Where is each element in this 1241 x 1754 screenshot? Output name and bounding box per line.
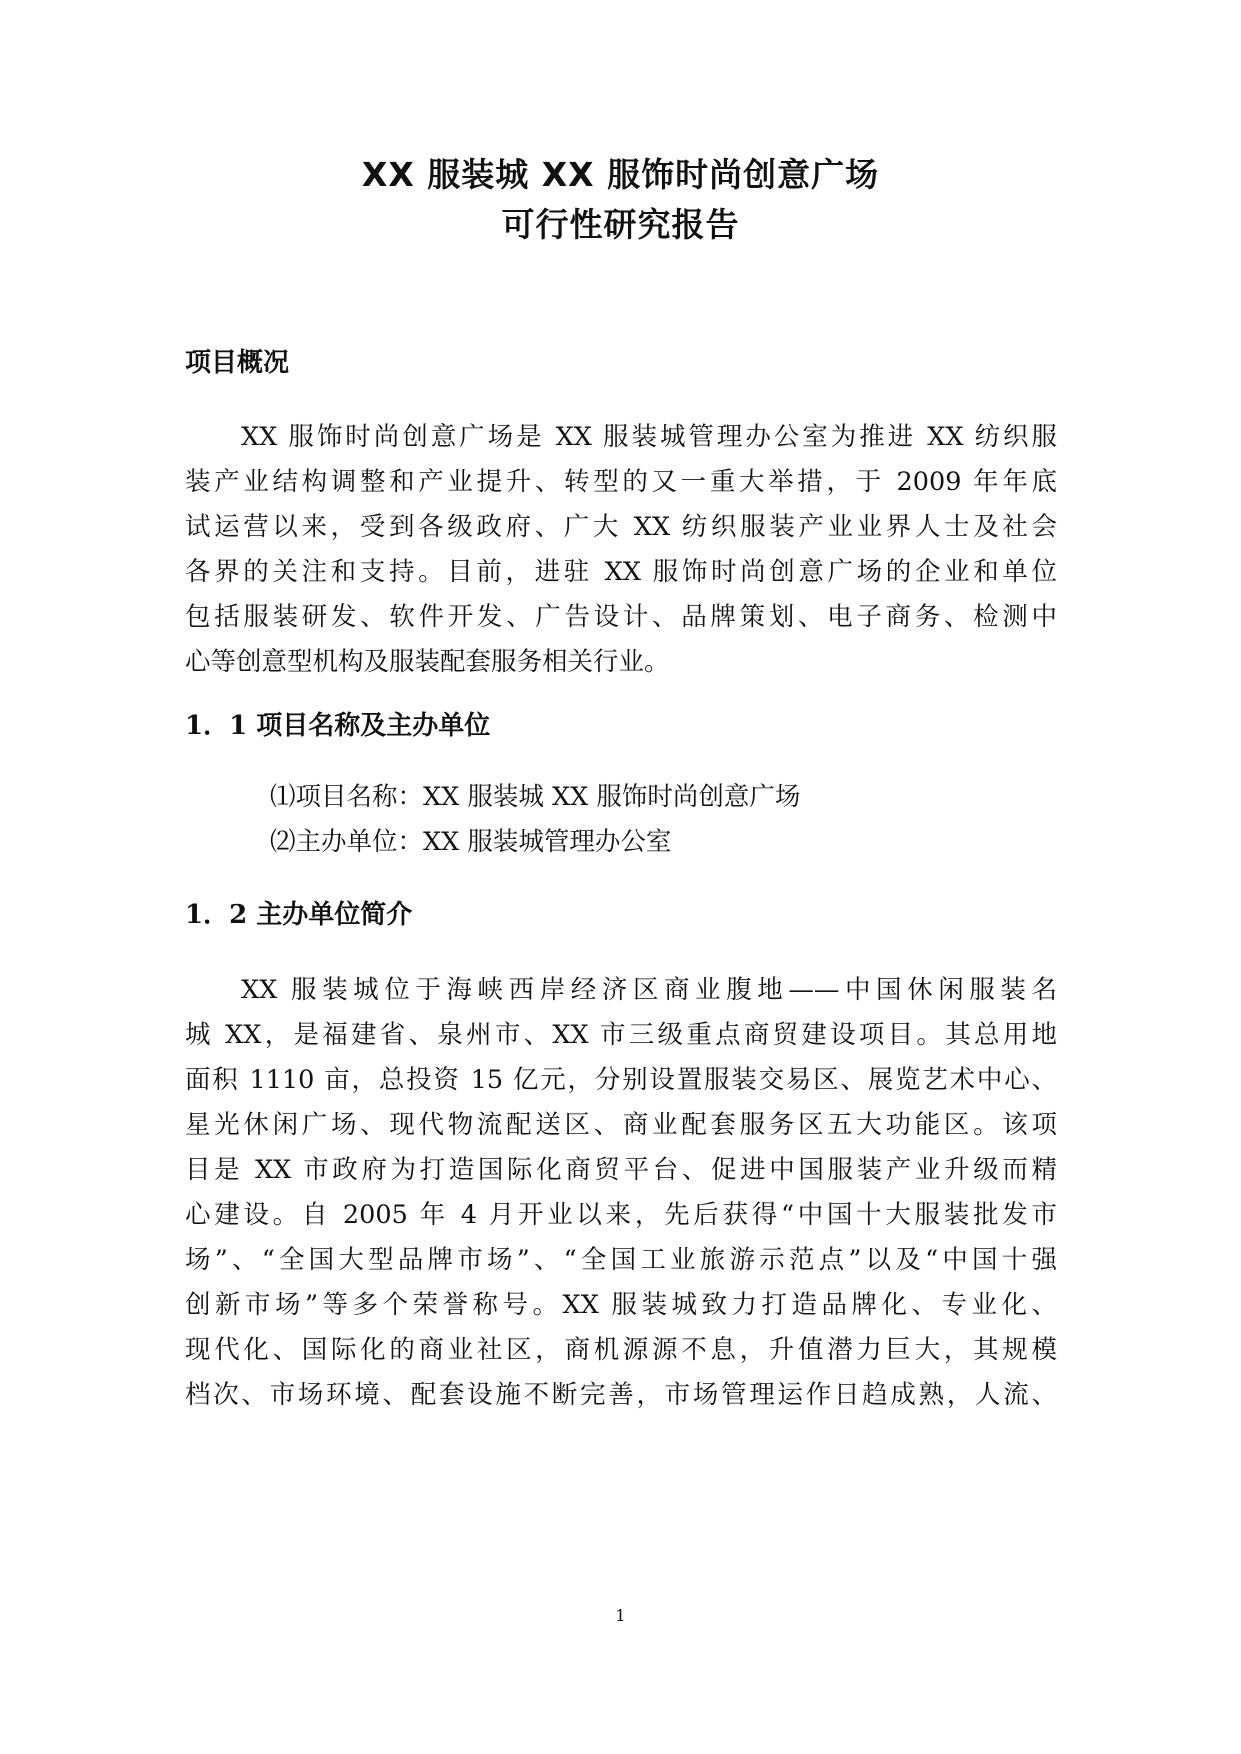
section-title: 项目名称及主办单位: [256, 711, 491, 741]
paragraph-line: 档次、市场环境、配套设施不断完善，市场管理运作日趋成熟，人流、: [185, 1380, 1057, 1410]
paragraph-line: XX 服装城位于海峡西岸经济区商业腹地——中国休闲服装名: [241, 975, 1057, 1005]
paragraph-line: 心等创意型机构及服装配套服务相关行业。: [185, 647, 670, 677]
section-1-1-heading: [185, 706, 490, 746]
paragraph-line: 城 XX，是福建省、泉州市、XX 市三级重点商贸建设项目。其总用地: [185, 1020, 1057, 1050]
organizer-intro-paragraph: [185, 968, 1057, 1418]
project-name-item: ⑴项目名称：XX 服装城 XX 服饰时尚创意广场: [270, 782, 801, 812]
section-1-2-heading: [185, 895, 412, 935]
section-number: 1．2: [185, 900, 248, 930]
organizer-item: ⑵主办单位：XX 服装城管理办公室: [270, 827, 672, 857]
paragraph-line: 包括服装研发、软件开发、广告设计、品牌策划、电子商务、检测中: [185, 602, 1057, 632]
page-number: 1: [615, 1606, 626, 1625]
paragraph-line: 心建设。自 2005 年 4 月开业以来，先后获得“中国十大服装批发市: [185, 1200, 1057, 1230]
paragraph-line: 创新市场”等多个荣誉称号。XX 服装城致力打造品牌化、专业化、: [185, 1290, 1057, 1320]
paragraph-line: 面积 1110 亩，总投资 15 亿元，分别设置服装交易区、展览艺术中心、: [185, 1065, 1057, 1095]
section-title: 主办单位简介: [256, 900, 413, 930]
paragraph-line: 现代化、国际化的商业社区，商机源源不息，升值潜力巨大，其规模: [185, 1335, 1057, 1365]
document-title-line-2: 可行性研究报告: [501, 205, 740, 244]
document-title-line-1: XX 服装城 XX 服饰时尚创意广场: [361, 155, 880, 194]
section-number: 1．1: [185, 711, 248, 741]
overview-paragraph: [185, 415, 1057, 685]
paragraph-line: XX 服饰时尚创意广场是 XX 服装城管理办公室为推进 XX 纺织服: [241, 422, 1057, 452]
paragraph-line: 目是 XX 市政府为打造国际化商贸平台、促进中国服装产业升级而精: [185, 1155, 1057, 1185]
paragraph-line: 星光休闲广场、现代物流配送区、商业配套服务区五大功能区。该项: [185, 1110, 1057, 1140]
paragraph-line: 场”、“全国大型品牌市场”、“全国工业旅游示范点”以及“中国十强: [185, 1245, 1057, 1275]
paragraph-line: 装产业结构调整和产业提升、转型的又一重大举措，于 2009 年年底: [185, 467, 1057, 497]
paragraph-line: 试运营以来，受到各级政府、广大 XX 纺织服装产业业界人士及社会: [185, 512, 1057, 542]
paragraph-line: 各界的关注和支持。目前，进驻 XX 服饰时尚创意广场的企业和单位: [185, 557, 1057, 587]
overview-heading: 项目概况: [185, 348, 290, 378]
